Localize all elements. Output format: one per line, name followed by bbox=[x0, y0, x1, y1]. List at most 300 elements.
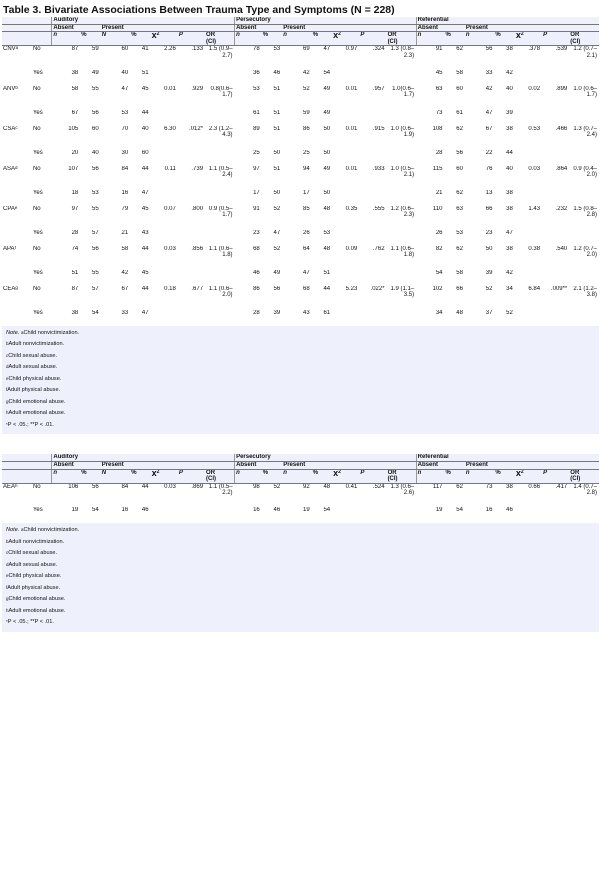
table-cell: 26 bbox=[303, 229, 310, 236]
response-label: Yes bbox=[32, 69, 43, 76]
table-cell bbox=[332, 190, 359, 206]
table-cell: 6.30 bbox=[164, 125, 176, 132]
table-cell bbox=[515, 507, 542, 523]
table-cell: 48 bbox=[323, 483, 331, 490]
table-cell: 49 bbox=[323, 165, 331, 172]
table-cell: 0.01 bbox=[164, 85, 176, 92]
table-cell: 84 bbox=[121, 165, 129, 172]
table-cell: 0.38 bbox=[528, 245, 541, 252]
table-cell: 44 bbox=[141, 285, 149, 292]
table-cell: 62 bbox=[456, 46, 463, 53]
table-cell bbox=[515, 270, 542, 286]
table-cell bbox=[387, 270, 417, 286]
subgroup-header: Absent bbox=[235, 461, 283, 469]
response-label: No bbox=[32, 205, 41, 212]
table-cell: 91 bbox=[435, 46, 443, 53]
table-cell: 33 bbox=[485, 69, 493, 76]
table-cell: 68 bbox=[253, 245, 260, 252]
table-cell: 49 bbox=[323, 109, 331, 116]
table-cell: 1.1 (0.5–2.2) bbox=[208, 483, 233, 497]
row-label: AEA$^h$ bbox=[3, 483, 18, 490]
table-cell: 1.3 (0.6–2.6) bbox=[390, 483, 415, 497]
group-header: Auditory bbox=[52, 454, 235, 461]
table-cell: 42 bbox=[506, 69, 513, 76]
table-cell: 52 bbox=[273, 205, 281, 212]
table-cell: 102 bbox=[432, 285, 443, 292]
table-cell: 62 bbox=[456, 245, 463, 252]
column-header: % bbox=[312, 32, 332, 46]
table-cell bbox=[542, 270, 569, 286]
column-header: N bbox=[101, 32, 131, 46]
table-cell bbox=[178, 230, 205, 246]
table-cell bbox=[151, 150, 178, 166]
table-cell: 58 bbox=[456, 269, 463, 276]
subgroup-header: Absent bbox=[52, 24, 101, 32]
table-row bbox=[2, 483, 599, 507]
table-cell bbox=[359, 507, 386, 523]
column-header: % bbox=[262, 469, 282, 483]
header-blank bbox=[2, 461, 52, 469]
table-cell: .540 bbox=[555, 245, 568, 252]
subgroup-header: Present bbox=[101, 461, 151, 469]
table-row bbox=[2, 286, 599, 310]
table-cell bbox=[359, 70, 386, 86]
table-cell: 56 bbox=[485, 46, 493, 53]
table-cell bbox=[387, 150, 417, 166]
column-header-or: OR (CI) bbox=[387, 469, 417, 483]
column-header-or: OR (CI) bbox=[387, 32, 417, 46]
table-cell: 0.9 (0.4–2.0) bbox=[573, 165, 597, 179]
table-cell: 50 bbox=[323, 189, 331, 196]
table-cell: .933 bbox=[372, 165, 385, 172]
table-cell: 38 bbox=[506, 205, 513, 212]
column-header: n bbox=[235, 32, 262, 46]
table-cell bbox=[387, 507, 417, 523]
table-cell: 57 bbox=[92, 229, 99, 236]
table-cell bbox=[387, 70, 417, 86]
column-header-p: P bbox=[178, 469, 205, 483]
table-cell: 0.53 bbox=[528, 125, 541, 132]
row-label bbox=[2, 230, 27, 246]
table-notes-2 bbox=[2, 523, 599, 632]
row-label bbox=[2, 70, 27, 86]
table-cell bbox=[569, 310, 599, 326]
table-cell: 85 bbox=[303, 205, 310, 212]
table-cell bbox=[359, 310, 386, 326]
table-cell: 38 bbox=[506, 245, 513, 252]
table-cell: 48 bbox=[323, 245, 331, 252]
table-cell: 1.5 (0.9–2.7) bbox=[208, 46, 233, 59]
response-label: No bbox=[32, 46, 41, 53]
table-cell: 58 bbox=[121, 245, 129, 252]
table-cell bbox=[151, 110, 178, 126]
table-cell: 45 bbox=[141, 85, 149, 92]
note-line: *P < .05.; **P < .01. bbox=[6, 421, 54, 428]
table-cell bbox=[542, 230, 569, 246]
table-cell bbox=[542, 150, 569, 166]
table-cell: 74 bbox=[71, 245, 79, 252]
row-label: CPA$^e$ bbox=[3, 205, 18, 212]
table-title: Table 3. Bivariate Associations Between Trauma Type and Symptoms (N = 228) bbox=[3, 4, 395, 16]
row-label bbox=[2, 270, 27, 286]
table-cell: 52 bbox=[506, 309, 513, 316]
table-cell bbox=[359, 110, 386, 126]
table-cell: 51 bbox=[273, 165, 281, 172]
data-table bbox=[2, 17, 599, 326]
row-label bbox=[2, 110, 27, 126]
table-row bbox=[2, 246, 599, 270]
table-cell bbox=[178, 190, 205, 206]
table-cell: 50 bbox=[323, 125, 331, 132]
table-cell: 0.11 bbox=[164, 165, 176, 172]
note-line: $^b$Adult nonvictimization. bbox=[6, 538, 65, 545]
column-header: % bbox=[80, 469, 100, 483]
table-cell bbox=[178, 150, 205, 166]
table-cell: 70 bbox=[121, 125, 129, 132]
table-cell bbox=[178, 70, 205, 86]
table-cell: 21 bbox=[121, 229, 129, 236]
header-blank bbox=[515, 461, 599, 469]
note-line: Note. $^a$Child nonvictimization. bbox=[6, 527, 80, 534]
table-cell: 25 bbox=[303, 149, 310, 156]
table-cell: 38 bbox=[506, 483, 513, 490]
table-cell: 82 bbox=[435, 245, 443, 252]
table-cell: 0.97 bbox=[345, 46, 358, 53]
table-cell: 28 bbox=[253, 309, 260, 316]
table-cell: 59 bbox=[303, 109, 310, 116]
table-cell: 38 bbox=[506, 46, 513, 53]
table-cell: .133 bbox=[191, 46, 204, 53]
table-cell: .957 bbox=[372, 85, 385, 92]
row-label bbox=[2, 310, 27, 326]
table-cell: 0.01 bbox=[345, 125, 358, 132]
table-cell: 51 bbox=[273, 125, 281, 132]
table-row bbox=[2, 46, 599, 70]
table-cell: 2.1 (1.2–3.8) bbox=[573, 285, 597, 299]
table-cell: 0.9 (0.5–1.7) bbox=[208, 205, 233, 219]
table-cell: 56 bbox=[92, 245, 99, 252]
row-label: CSA$^c$ bbox=[3, 125, 18, 132]
table-cell bbox=[387, 230, 417, 246]
table-cell: .022* bbox=[370, 285, 385, 292]
table-cell: 94 bbox=[303, 165, 310, 172]
response-label: Yes bbox=[32, 309, 43, 316]
subgroup-header: Present bbox=[101, 24, 151, 32]
table-cell: .800 bbox=[191, 205, 204, 212]
table-cell bbox=[387, 190, 417, 206]
table-cell: 61 bbox=[253, 109, 260, 116]
subgroup-header: Present bbox=[282, 461, 332, 469]
table-cell: .929 bbox=[191, 85, 204, 92]
table-cell: 92 bbox=[303, 483, 310, 490]
table-cell bbox=[515, 190, 542, 206]
table-cell: 1.0 (0.5–2.1) bbox=[390, 165, 415, 179]
column-header: n bbox=[52, 469, 80, 483]
table-cell: 47 bbox=[303, 269, 310, 276]
table-cell bbox=[151, 270, 178, 286]
table-cell: 19 bbox=[435, 507, 443, 514]
table-cell: 54 bbox=[323, 507, 331, 514]
table-cell: 39 bbox=[485, 269, 493, 276]
table-cell: 56 bbox=[92, 165, 99, 172]
table-cell: 53 bbox=[273, 46, 281, 53]
header-blank bbox=[151, 24, 235, 32]
table-cell bbox=[332, 507, 359, 523]
table-cell: 16 bbox=[121, 507, 129, 514]
table-cell: 78 bbox=[253, 46, 260, 53]
table-cell: 52 bbox=[273, 483, 281, 490]
table-cell: 68 bbox=[303, 285, 310, 292]
table-cell bbox=[205, 230, 235, 246]
table-cell: 42 bbox=[506, 269, 513, 276]
table-row bbox=[2, 166, 599, 190]
column-header: % bbox=[262, 32, 282, 46]
table-cell: 49 bbox=[273, 269, 281, 276]
column-header-or: OR (CI) bbox=[205, 469, 235, 483]
header-blank bbox=[2, 24, 52, 32]
column-header: % bbox=[445, 469, 465, 483]
row-label: CEA$^g$ bbox=[3, 285, 18, 292]
table-row bbox=[2, 70, 599, 86]
table-cell: 110 bbox=[432, 205, 443, 212]
table-cell: 56 bbox=[273, 285, 281, 292]
header-blank bbox=[2, 17, 52, 24]
table-cell bbox=[332, 270, 359, 286]
table-row bbox=[2, 190, 599, 206]
note-line: $^f$Adult physical abuse. bbox=[6, 387, 61, 394]
table-cell: 60 bbox=[456, 165, 463, 172]
column-header-or: OR (CI) bbox=[569, 32, 599, 46]
table-cell: 62 bbox=[456, 483, 463, 490]
table-cell: 44 bbox=[323, 285, 331, 292]
subgroup-header: Absent bbox=[235, 24, 283, 32]
table-cell: .915 bbox=[372, 125, 385, 132]
note-line: $^h$Adult emotional abuse. bbox=[6, 607, 66, 614]
table-cell bbox=[515, 110, 542, 126]
table-cell: 66 bbox=[485, 205, 493, 212]
table-cell: 55 bbox=[92, 269, 99, 276]
table-row bbox=[2, 150, 599, 166]
table-cell: 45 bbox=[141, 205, 149, 212]
table-cell: 44 bbox=[506, 149, 513, 156]
table-cell bbox=[332, 110, 359, 126]
table-cell: 69 bbox=[303, 46, 310, 53]
column-header: n bbox=[235, 469, 262, 483]
table-cell: 46 bbox=[253, 269, 260, 276]
table-cell bbox=[178, 310, 205, 326]
table-cell: 107 bbox=[68, 165, 79, 172]
table-cell: 64 bbox=[303, 245, 310, 252]
table-cell bbox=[359, 190, 386, 206]
table-cell bbox=[151, 190, 178, 206]
table-cell: 0.01 bbox=[345, 165, 358, 172]
table-cell: 108 bbox=[432, 125, 443, 132]
table-cell: 43 bbox=[141, 229, 149, 236]
table-cell: 16 bbox=[485, 507, 493, 514]
table-cell: 56 bbox=[92, 483, 99, 490]
table-cell: 76 bbox=[485, 165, 493, 172]
data-table bbox=[2, 454, 599, 523]
table-cell bbox=[569, 270, 599, 286]
table-cell bbox=[569, 190, 599, 206]
column-header: % bbox=[494, 469, 514, 483]
table-row bbox=[2, 230, 599, 246]
table-cell: .739 bbox=[191, 165, 204, 172]
table-cell: 51 bbox=[273, 85, 281, 92]
table-cell: 51 bbox=[323, 269, 331, 276]
table-cell: 53 bbox=[121, 109, 129, 116]
table-cell: 43 bbox=[303, 309, 310, 316]
table-cell: 49 bbox=[92, 69, 99, 76]
table-cell: 16 bbox=[253, 507, 260, 514]
table-cell: 0.8(0.6–1.7) bbox=[210, 85, 233, 99]
table-cell: 58 bbox=[71, 85, 79, 92]
note-line: $^h$Adult emotional abuse. bbox=[6, 410, 66, 417]
subgroup-header: Absent bbox=[416, 461, 465, 469]
table-cell: .677 bbox=[191, 285, 204, 292]
table-cell: 42 bbox=[303, 69, 310, 76]
table-cell: 26 bbox=[435, 229, 443, 236]
table-cell: 87 bbox=[71, 46, 79, 53]
table-cell bbox=[359, 150, 386, 166]
table-cell: 53 bbox=[323, 229, 331, 236]
table-cell: 1.3 (0.8–2.3) bbox=[390, 46, 415, 59]
table-cell: 41 bbox=[141, 46, 149, 53]
row-label bbox=[2, 507, 27, 523]
table-cell: .864 bbox=[555, 165, 568, 172]
header-row-groups bbox=[2, 454, 599, 461]
subgroup-header: Present bbox=[465, 24, 515, 32]
note-line: $^e$Child physical abuse. bbox=[6, 375, 62, 382]
table-cell: 105 bbox=[68, 125, 79, 132]
table-cell: 51 bbox=[141, 69, 149, 76]
table-cell: 54 bbox=[435, 269, 443, 276]
table-cell bbox=[332, 70, 359, 86]
table-cell: 47 bbox=[121, 85, 129, 92]
table-cell: 56 bbox=[456, 149, 463, 156]
table-cell: 97 bbox=[253, 165, 260, 172]
table-cell bbox=[569, 70, 599, 86]
table-cell: .009** bbox=[550, 285, 568, 292]
column-header: n bbox=[282, 469, 312, 483]
table-cell: 1.0 (0.6–1.9) bbox=[390, 125, 415, 139]
column-header: N bbox=[101, 469, 131, 483]
header-blank bbox=[2, 454, 52, 461]
table-row bbox=[2, 270, 599, 286]
table-cell: 1.1 (0.5–2.4) bbox=[208, 165, 233, 179]
table-cell: 25 bbox=[253, 149, 260, 156]
table-cell: 61 bbox=[456, 109, 463, 116]
table-cell: 40 bbox=[92, 149, 99, 156]
table-cell: 60 bbox=[92, 125, 99, 132]
table-row bbox=[2, 86, 599, 110]
header-row-columns bbox=[2, 469, 599, 483]
column-header: n bbox=[465, 32, 495, 46]
table-cell: 38 bbox=[71, 309, 79, 316]
table-cell: 28 bbox=[435, 149, 443, 156]
header-blank bbox=[515, 24, 599, 32]
column-header: n bbox=[465, 469, 495, 483]
table-cell bbox=[205, 110, 235, 126]
response-label: Yes bbox=[32, 269, 43, 276]
table-cell: 58 bbox=[456, 69, 463, 76]
table-cell: 67 bbox=[71, 109, 79, 116]
header-blank bbox=[332, 24, 416, 32]
table-cell bbox=[178, 110, 205, 126]
group-header: Persecutory bbox=[235, 17, 417, 24]
table-cell: 52 bbox=[303, 85, 310, 92]
response-label: Yes bbox=[32, 229, 43, 236]
table-cell: 36 bbox=[253, 69, 260, 76]
column-header-p: P bbox=[542, 32, 569, 46]
row-label bbox=[2, 150, 27, 166]
table-cell: 34 bbox=[435, 309, 443, 316]
column-header-p: P bbox=[359, 32, 386, 46]
header-blank bbox=[2, 469, 52, 483]
note-line: *P < .05.; **P < .01. bbox=[6, 619, 54, 626]
table-cell: 28 bbox=[71, 229, 79, 236]
table-cell bbox=[151, 70, 178, 86]
table-cell: 0.03 bbox=[528, 165, 541, 172]
table-cell: .869 bbox=[191, 483, 204, 490]
note-line: $^d$Adult sexual abuse. bbox=[6, 561, 58, 568]
note-line: $^g$Child emotional abuse. bbox=[6, 596, 66, 603]
subgroup-header: Present bbox=[282, 24, 332, 32]
table-cell bbox=[332, 150, 359, 166]
table-cell: 60 bbox=[456, 85, 463, 92]
table-block-1 bbox=[0, 17, 600, 326]
table-cell: 59 bbox=[92, 46, 99, 53]
table-cell: 60 bbox=[121, 46, 129, 53]
subgroup-header: Absent bbox=[52, 461, 101, 469]
table-cell bbox=[387, 310, 417, 326]
table-cell: 46 bbox=[273, 507, 281, 514]
table-cell: 22 bbox=[485, 149, 493, 156]
group-header: Referential bbox=[416, 454, 599, 461]
table-cell bbox=[178, 270, 205, 286]
table-cell bbox=[205, 190, 235, 206]
table-cell: 47 bbox=[141, 309, 149, 316]
table-cell bbox=[151, 507, 178, 523]
row-label: CNV$^a$ bbox=[3, 45, 19, 53]
column-header: n bbox=[416, 32, 444, 46]
column-header-p: P bbox=[178, 32, 205, 46]
table-cell: .539 bbox=[555, 46, 568, 53]
table-row bbox=[2, 507, 599, 523]
table-cell: 50 bbox=[485, 245, 493, 252]
table-cell: 84 bbox=[121, 483, 129, 490]
table-cell: 38 bbox=[506, 189, 513, 196]
table-cell bbox=[569, 110, 599, 126]
table-cell: .762 bbox=[372, 245, 385, 252]
table-cell: 86 bbox=[253, 285, 260, 292]
table-cell: 52 bbox=[485, 285, 493, 292]
table-cell: 56 bbox=[92, 109, 99, 116]
table-cell: 19 bbox=[303, 507, 310, 514]
table-cell: 79 bbox=[121, 205, 129, 212]
table-cell: 1.1 (0.6–1.8) bbox=[208, 245, 233, 259]
table-cell bbox=[515, 230, 542, 246]
table-cell: 63 bbox=[456, 205, 463, 212]
table-cell: 57 bbox=[92, 285, 99, 292]
table-cell bbox=[332, 310, 359, 326]
response-label: No bbox=[32, 165, 41, 172]
table-cell: .899 bbox=[555, 85, 568, 92]
table-cell: 63 bbox=[435, 85, 443, 92]
table-cell: 50 bbox=[323, 149, 331, 156]
table-cell bbox=[515, 150, 542, 166]
column-header-chi-square: $x^2$ bbox=[332, 32, 359, 46]
